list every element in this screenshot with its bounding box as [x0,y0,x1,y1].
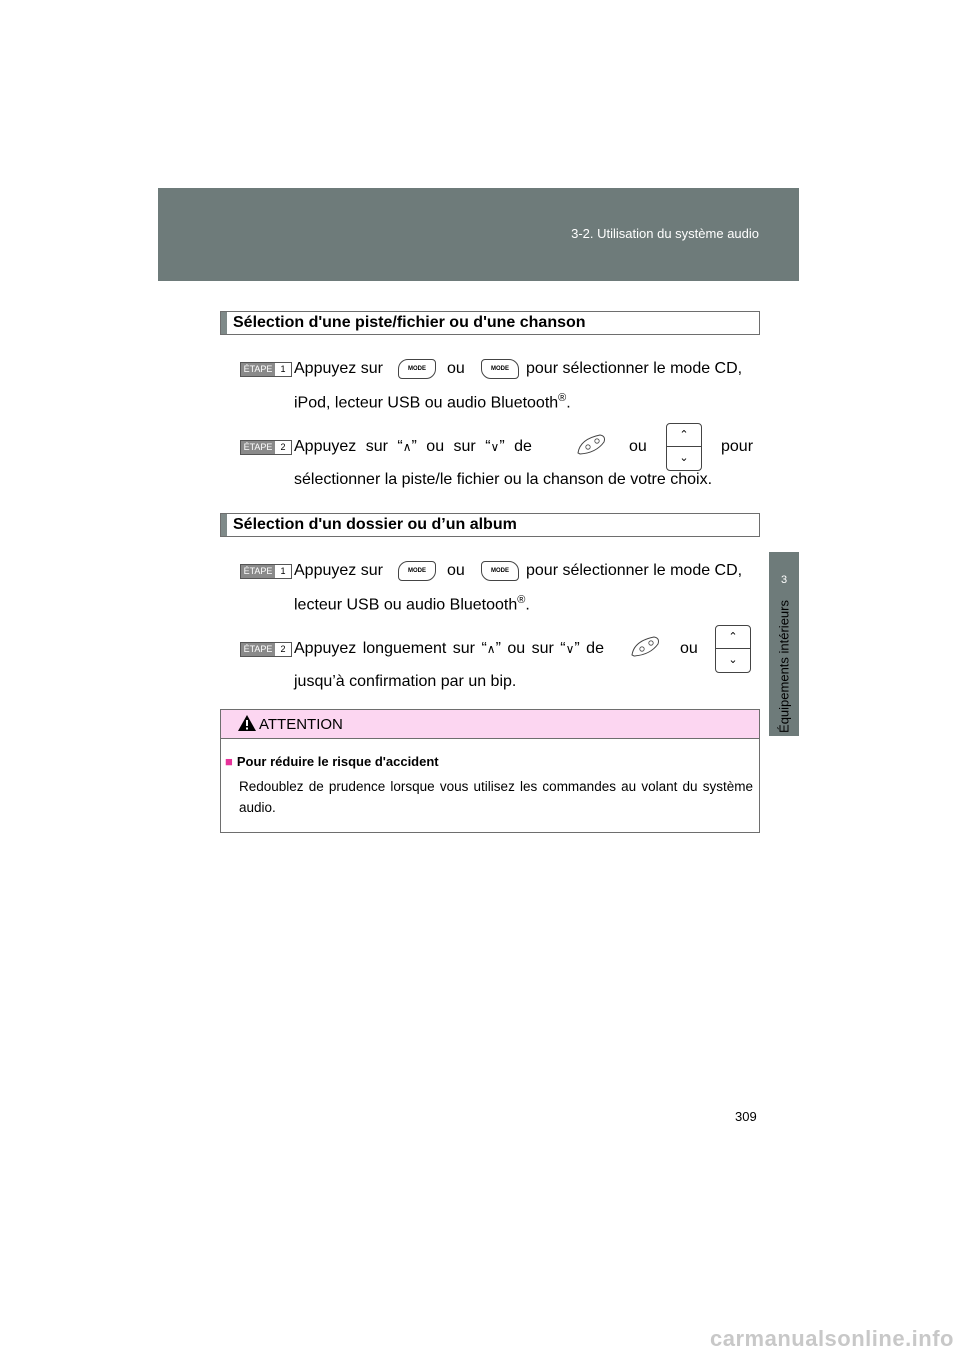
chapter-title: 3-2. Utilisation du système audio [571,226,759,241]
step-badge-number: 2 [280,644,286,654]
warning-item-title [225,754,439,769]
warning-triangle-icon [237,714,257,732]
step-text-line2 [294,388,571,413]
chapter-side-title-wrap [767,600,801,785]
step-text: pour sélectionner le mode CD, [526,360,743,377]
step-text-line2 [294,590,530,615]
registered-mark: ® [517,594,526,606]
step-badge-label: ÉTAPE [241,363,275,376]
section-heading-folder [220,513,760,537]
track-rocker-switch-icon [666,423,702,471]
step-text: . [525,596,530,614]
step-text: sélectionner la piste/le fichier ou la chanson de votre choix. [294,471,713,488]
steering-mode-button-icon: MODE [481,359,519,379]
step-text: ” ou sur “ [495,640,566,657]
step-badge [240,642,292,657]
chapter-number: 3 [780,574,788,586]
mode-button-icon: MODE [398,561,436,581]
chapter-side-title: Équipements intérieurs [776,600,792,733]
watermark: carmanualsonline.info [710,1326,954,1351]
up-symbol: ∧ [486,642,496,656]
section-title: Sélection d'un dossier ou d’un album [233,516,517,533]
down-symbol: ∨ [565,642,575,656]
step-text: lecteur USB ou audio Bluetooth [294,596,518,614]
step-badge-number: 2 [280,442,286,452]
step-text: pour sélectionner le mode CD, [526,562,743,579]
step-badge-label: ÉTAPE [241,565,275,578]
page-number: 309 [735,1109,757,1124]
step-text: Appuyez sur “ [294,438,403,455]
step-text: ” de [574,640,604,657]
chapter-header [158,188,799,281]
warning-text: Redoublez de prudence lorsque vous utilisez les commandes au volant du système audio. [239,779,753,815]
chevron-down-icon: ⌄ [728,654,738,666]
section-title: Sélection d'une piste/fichier ou d'une chanson [233,314,586,331]
warning-title: ATTENTION [259,716,343,733]
bullet-square-icon: ■ [225,754,233,769]
up-symbol: ∧ [402,440,412,454]
section-heading-track [220,311,760,335]
step-text: pour [721,438,754,455]
step-text [294,639,604,659]
warning-item-title-text: Pour réduire le risque d'accident [236,754,439,769]
step-text: Appuyez longuement sur “ [294,640,487,657]
registered-mark: ® [558,392,567,404]
step-badge-number: 1 [280,364,286,374]
warning-box [220,709,760,833]
step-badge [240,440,292,455]
step-badge-label: ÉTAPE [241,441,275,454]
step-badge [240,564,292,579]
seek-button-icon [630,635,660,657]
step-text: ” ou sur “ [411,438,491,455]
step-text: ou [447,562,465,579]
step-text: . [566,394,571,412]
step-text: jusqu’à confirmation par un bip. [294,673,517,690]
warning-header [221,710,759,739]
step-text: Appuyez sur [294,360,383,377]
step-text: ou [629,438,647,455]
step-text: iPod, lecteur USB ou audio Bluetooth [294,394,559,412]
seek-button-icon [576,433,606,455]
step-text: ou [447,360,465,377]
step-text: Appuyez sur [294,562,383,579]
step-badge-label: ÉTAPE [241,643,275,656]
step-text: ou [680,640,698,657]
track-rocker-switch-icon [715,625,751,673]
step-text: ” de [499,438,532,455]
step-text [294,437,532,457]
chevron-up-icon: ⌃ [728,631,738,643]
step-badge [240,362,292,377]
mode-button-icon: MODE [398,359,436,379]
steering-mode-button-icon: MODE [481,561,519,581]
step-badge-number: 1 [280,566,286,576]
down-symbol: ∨ [490,440,500,454]
chevron-up-icon: ⌃ [679,429,689,441]
chevron-down-icon: ⌄ [679,452,689,464]
